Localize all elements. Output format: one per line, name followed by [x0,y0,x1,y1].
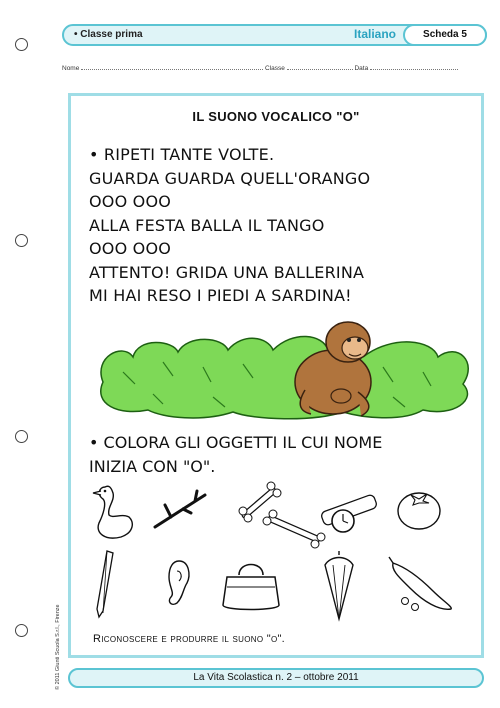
binder-hole-bottom [15,624,28,637]
name-blank[interactable] [81,64,263,70]
poem-line: ALLA FESTA BALLA IL TANGO [89,215,325,235]
watch-icon[interactable] [317,489,381,539]
instruction-line: • COLORA GLI OGGETTI IL CUI NOME [89,433,383,452]
binder-hole-middle [15,234,28,247]
date-blank[interactable] [370,64,458,70]
coloring-instruction [89,431,382,478]
instruction-line: INIZIA CON "O". [89,456,216,476]
pencil-icon[interactable] [93,549,117,619]
class-field-label: Classe [264,65,285,72]
peapod-icon[interactable] [385,553,457,613]
binder-hole-lower [15,430,28,443]
header-bar [62,24,487,46]
name-fields [62,64,487,72]
poem-line: MI HAI RESO I PIEDI A SARDINA! [89,286,352,305]
class-label: • Classe prima [74,29,143,40]
poem [89,143,370,308]
orangutan-illustration [93,312,473,422]
learning-objective: Riconoscere e produrre il suono "o". [93,633,286,645]
ear-icon[interactable] [163,557,193,607]
poem-line: ATTENTO! GRIDA UNA BALLERINA [89,262,365,282]
umbrella-icon[interactable] [321,551,357,623]
tomato-icon[interactable] [395,485,443,531]
objects-to-color [89,479,474,629]
worksheet-title: IL SUONO VOCALICO "O" [192,109,360,124]
date-label: Data [354,65,369,72]
copyright-notice: © 2011 Giunti Scuola S.r.l., Firenze [55,604,61,690]
worksheet-frame [68,93,484,658]
publication-info: La Vita Scolastica n. 2 – ottobre 2011 [193,672,359,683]
goose-icon[interactable] [91,479,137,545]
subject-label: Italiano [354,27,397,41]
poem-line: GUARDA GUARDA QUELL'ORANGO [89,168,371,188]
class-blank[interactable] [287,64,353,70]
branch-icon[interactable] [151,487,211,533]
poem-line: OOO OOO [89,239,172,258]
bag-icon[interactable] [217,557,285,617]
footer-bar [68,668,484,688]
binder-hole-top [15,38,28,51]
name-label: Nome [62,65,80,72]
poem-line: OOO OOO [89,192,172,211]
worksheet-number: Scheda 5 [403,24,487,46]
poem-line: • RIPETI TANTE VOLTE. [89,145,275,164]
